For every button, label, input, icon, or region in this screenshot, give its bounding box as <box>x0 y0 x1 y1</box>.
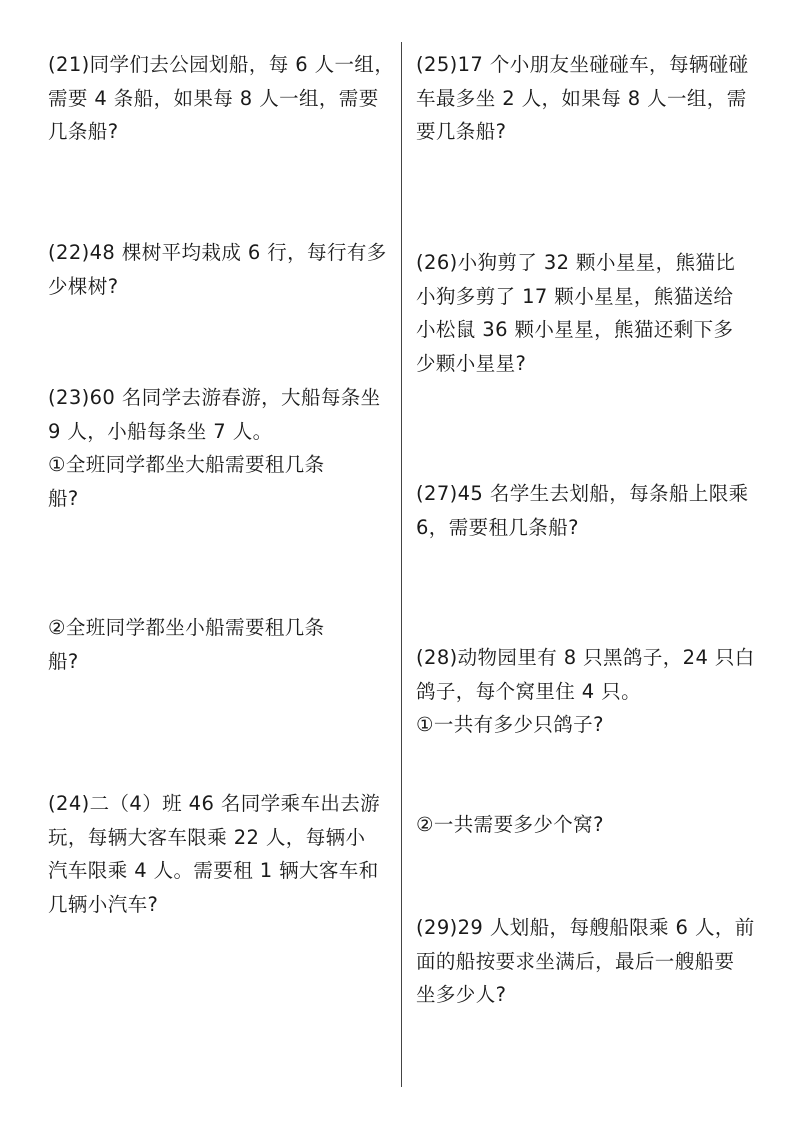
question-26-line: (26)小狗剪了 32 颗小星星，熊猫比 <box>416 251 736 274</box>
question-28-part-2 <box>416 808 761 842</box>
question-22-line: 少棵树? <box>48 274 119 298</box>
question-27-line: (27)45 名学生去划船，每条船上限乘 <box>416 482 749 505</box>
question-28 <box>416 641 761 742</box>
question-24-line: 几辆小汽车? <box>48 892 159 916</box>
question-28-line: (28)动物园里有 8 只黑鸽子，24 只白 <box>416 646 755 669</box>
question-23-subquestion-1: ①全班同学都坐大船需要租几条 <box>48 453 325 476</box>
question-29 <box>416 911 761 1012</box>
question-29-line: (29)29 人划船，每艘船限乘 6 人，前 <box>416 916 755 939</box>
question-22-line: (22)48 棵树平均栽成 6 行，每行有多 <box>48 241 387 264</box>
question-21-line: (21)同学们去公园划船，每 6 人一组， <box>48 53 395 76</box>
question-26-line: 小松鼠 36 颗小星星，熊猫还剩下多 <box>416 318 734 341</box>
question-23-line: 船? <box>48 649 79 673</box>
question-23-part-2 <box>48 611 393 678</box>
question-25-line: (25)17 个小朋友坐碰碰车，每辆碰碰 <box>416 53 749 76</box>
question-24-line: (24)二（4）班 46 名同学乘车出去游 <box>48 792 381 815</box>
question-28-subquestion-1: ①一共有多少只鸽子? <box>416 713 604 736</box>
question-28-subquestion-2: ②一共需要多少个窝? <box>416 813 604 836</box>
question-21 <box>48 48 393 149</box>
question-24-line: 玩，每辆大客车限乘 22 人，每辆小 <box>48 825 366 849</box>
question-23 <box>48 381 393 515</box>
question-21-line: 需要 4 条船，如果每 8 人一组，需要 <box>48 86 379 110</box>
question-24 <box>48 787 393 921</box>
question-26-line: 小狗多剪了 17 颗小星星，熊猫送给 <box>416 284 734 308</box>
question-23-line: 9 人，小船每条坐 7 人。 <box>48 419 273 443</box>
question-23-line: (23)60 名同学去游春游，大船每条坐 <box>48 386 381 409</box>
question-28-line: 鸽子，每个窝里住 4 只。 <box>416 679 642 703</box>
column-divider <box>401 42 402 1087</box>
question-24-line: 汽车限乘 4 人。需要租 1 辆大客车和 <box>48 859 379 882</box>
question-29-line: 面的船按要求坐满后，最后一艘船要 <box>416 949 735 973</box>
question-27 <box>416 477 761 544</box>
question-25-line: 车最多坐 2 人，如果每 8 人一组，需 <box>416 86 747 110</box>
question-22 <box>48 236 393 303</box>
question-25-line: 要几条船? <box>416 120 507 143</box>
question-26 <box>416 246 761 380</box>
question-27-line: 6，需要租几条船? <box>416 515 579 539</box>
question-29-line: 坐多少人? <box>416 983 507 1006</box>
question-25 <box>416 48 761 149</box>
question-23-line: 船? <box>48 486 79 510</box>
question-23-subquestion-2: ②全班同学都坐小船需要租几条 <box>48 616 325 639</box>
question-26-line: 少颗小星星? <box>416 351 527 375</box>
question-21-line: 几条船? <box>48 120 119 143</box>
